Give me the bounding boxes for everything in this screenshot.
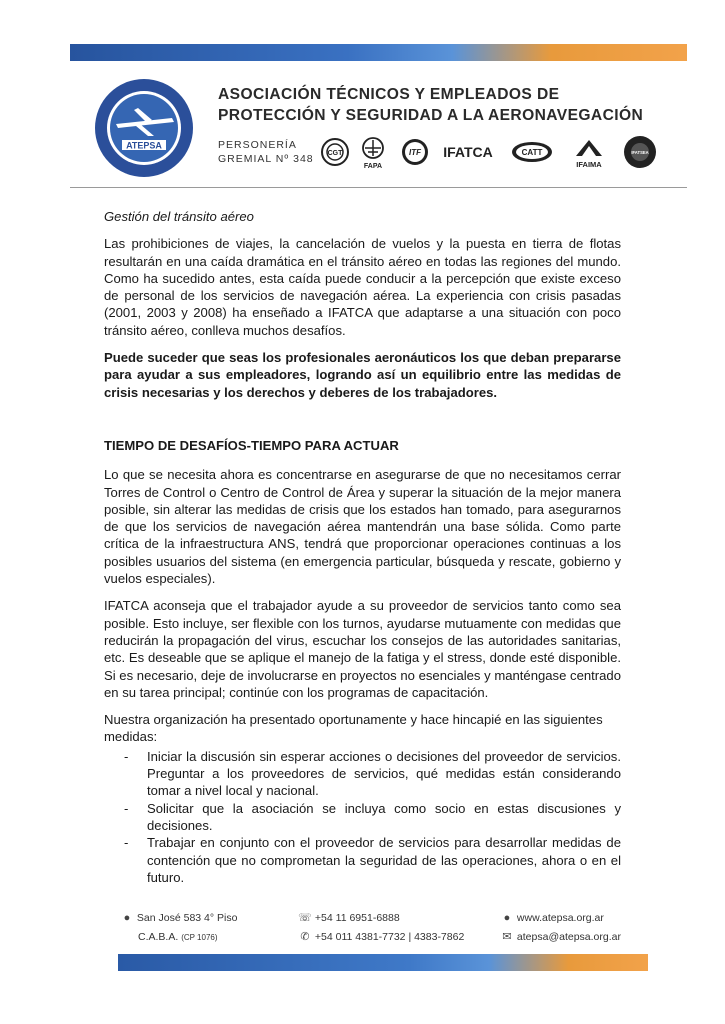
cgt-logo [320,134,350,170]
svg-text:ITF: ITF [409,148,421,157]
top-color-bar [70,44,687,61]
paragraph-challenges: Lo que se necesita ahora es concentrarse en asegurarse de que no necesitamos cerrar Torres de Control o Centro de Control de Área y superar la situación de la mejor manera posible, sin alterar las medidas de crisis que los estados han tomado, para asegurarnos de que los servicios de navegación aérea mantendrán una base sólida. Como parte crítica de la infraestructura ANS, tendrá que proporcionar operaciones continuas a los posibles usuarios del sistema (en emergencia particular, búsqueda y rescate, gobierno y vuelos especiales). [104,467,621,587]
footer-contact [120,905,650,955]
footer-phone: ✆ +54 011 4381-7732 | 4383-7862 [298,930,464,944]
org-name-line-1: ASOCIACIÓN TÉCNICOS Y EMPLEADOS DE [218,86,560,103]
footer-email[interactable]: ✉ atepsa@atepsa.org.ar [500,930,621,944]
personeria-gremial: PERSONERÍA GREMIAL Nº 348 [218,139,314,165]
itf-logo [400,134,430,170]
paragraph-traffic: Las prohibiciones de viajes, la cancelación de vuelos y la puesta en tierra de flotas resultarán en una caída dramática en el tránsito aéreo en todas las regiones del mundo. Como ha sucedido antes, esta caída puede conducir a la percepción que existe exceso de personal de los servicios de navegación aérea. La experiencia con crisis pasadas (2001, 2003 y 2008) ha enseñado a IFATCA que adaptarse a una situación con poco tránsito aéreo, conlleva muchos desafíos. [104,236,621,338]
svg-text:CATT: CATT [521,148,543,157]
catt-logo [510,134,554,170]
section-title: TIEMPO DE DESAFÍOS-TIEMPO PARA ACTUAR [104,437,399,453]
paragraph-measures-intro: Nuestra organización ha presentado oportunamente y hace hincapié en las siguientes medidas: [104,712,603,745]
paragraph-ifatca-advice: IFATCA aconseja que el trabajador ayude a su proveedor de servicios tanto como sea posible. Esto incluye, ser flexible con los turnos, ayudarse mutuamente con medidas que reducirán la propagación del virus, escuchar los consejos de las autoridades sanitarias, etc. Es deseable que se aplique el manejo de la fatiga y el stress, donde esté disponible. Si es necesario, deje de involucrarse en proyectos no esenciales y manténgase centrado en su tarea principal; continúe con los programas de capacitación. [104,598,621,700]
org-name-line-2: PROTECCIÓN Y SEGURIDAD A LA AERONAVEGACIÓN [218,107,644,124]
svg-text:FAPA: FAPA [363,163,383,170]
footer-whatsapp: ☏ +54 11 6951-6888 [298,912,400,924]
section-subheading: Gestión del tránsito aéreo [104,209,254,224]
header-divider [70,187,687,188]
paragraph-highlight: Puede suceder que seas los profesionales aeronáuticos los que deban prepararse para ayudar a sus empleadores, logrando así un equilibrio entre las medidas de crisis necesarias y los derechos y deberes de los trabajadores. [104,350,621,400]
envelope-icon: ✉ [502,931,512,943]
svg-text:ATEPSA: ATEPSA [126,140,162,151]
svg-text:IFATCA: IFATCA [443,144,493,160]
footer-city: C.A.B.A. (CP 1076) [138,931,218,943]
phone-icon: ✆ [300,931,310,943]
fapa-logo [358,134,388,170]
organization-name [218,84,688,126]
ifatca-logo [438,134,498,170]
ifatsea-logo [622,134,658,170]
location-pin-icon: ● [123,912,131,924]
measures-list [104,748,621,886]
document-body [104,208,621,886]
list-item: - Iniciar la discusión sin esperar acciones o decisiones del proveedor de servicios. Preguntar a los proveedores de servicios, qué medidas están considerando tomar a nivel local y nacional. [124,748,621,799]
whatsapp-icon: ☏ [298,912,312,924]
letterhead [70,62,687,187]
svg-text:IFATSEA: IFATSEA [631,150,649,155]
footer-website[interactable]: ● www.atepsa.org.ar [500,911,604,925]
svg-text:CGT: CGT [327,150,343,157]
ifaima-logo [566,134,612,170]
list-item: - Trabajar en conjunto con el proveedor de servicios para desarrollar medidas de contención que no comprometan la seguridad de las operaciones, ahora o en el futuro. [124,835,621,885]
globe-icon: ● [503,912,511,924]
svg-text:IFAIMA: IFAIMA [576,160,602,169]
list-item: - Solicitar que la asociación se incluya como socio en estas discusiones y decisiones. [124,800,621,833]
bottom-color-bar [118,954,648,971]
atepsa-logo [94,78,194,178]
footer-address: ● San José 583 4° Piso [120,911,237,925]
